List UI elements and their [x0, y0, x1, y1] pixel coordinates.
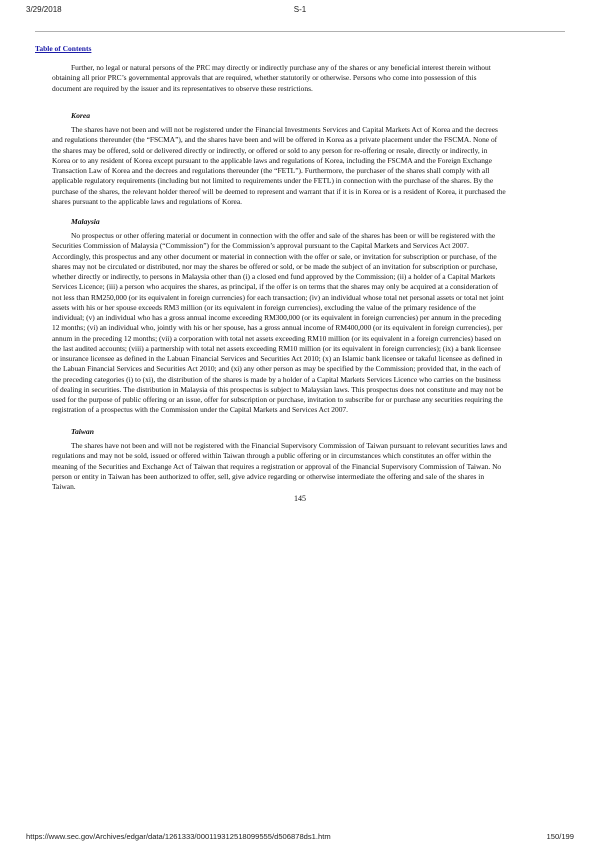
paragraph-line: registration of a prospectus with the Commission under the Capital Markets and Services Act 2007. — [52, 405, 348, 415]
footer-url: https://www.sec.gov/Archives/edgar/data/1261333/000119312518099555/d506878ds1.htm — [26, 832, 331, 841]
paragraph-line: 12 months; (vi) an individual who, jointly with his or her spouse, has a gross annual income of RM400,000 (or its equivalent in foreign currencies), per — [52, 323, 503, 333]
paragraph-line: purchase of the shares, the relevant holder thereof will be deemed to represent and warrant that if it is in Korea or is a resident of Korea, it purchased the — [52, 186, 506, 196]
paragraph-line: the shares may be offered, sold or delivered directly or indirectly, or offered or sold to any person for re-offering or resale, directly or indirectly, in — [52, 145, 488, 155]
paragraph-line: Taiwan. — [52, 482, 76, 491]
paragraph-line: assets with his or her spouse exceeds RM3 million (or its equivalent in foreign currencies), excluding the value of the primary residence of the — [52, 302, 476, 312]
paragraph-line: applicable regulatory requirements (including but not limited to requirements under the FETL) in connection with the purchase of the shares. By the — [52, 176, 494, 186]
paragraph-line: document are required by the issuer and its representatives to observe these restrictions. — [52, 83, 313, 93]
table-of-contents-link[interactable]: Table of Contents — [35, 44, 92, 53]
paragraph-line: used for the purpose of public offering or an issue, offer for subscription or purchase, invitation to subscribe for or purchase any securities requiring the — [52, 395, 503, 404]
paragraph-line: Korea or to any resident of Korea except pursuant to the applicable laws and regulations of Korea, including the FSCMA and the Foreign Exchange — [52, 155, 492, 165]
paragraph-line: Transaction Law of Korea and the decrees and regulations thereunder (the “FETL”). Furthermore, the purchaser of the shares shall comply with all — [52, 166, 490, 175]
section-taiwan — [52, 427, 562, 492]
footer-page-count: 150/199 — [546, 832, 574, 841]
paragraph-line: No prospectus or other offering material or document in connection with the offer and sale of the shares has been or will be registered with the — [71, 231, 496, 240]
header-title: S-1 — [293, 5, 307, 14]
paragraph-line: meaning of the Securities and Exchange Act of Taiwan that requires a registration or approval of the Financial Supervisory Commission of Taiwan. No — [52, 461, 502, 471]
section-heading: Malaysia — [71, 217, 100, 226]
paragraph-line: The shares have not been and will not be registered under the Financial Investments Services and Capital Markets Act of Korea and the decrees — [71, 125, 498, 134]
paragraph-line: person or entity in Taiwan has been authorized to offer, sell, give advice regarding or otherwise intermediate the offering and sale of the shares in — [52, 471, 485, 481]
paragraph-line: The shares have not been and will not be registered with the Financial Supervisory Commission of Taiwan pursuant to relevant securities laws and — [71, 441, 507, 450]
section-malaysia — [52, 217, 562, 416]
paragraph-line: whether directly or indirectly, to persons in Malaysia other than (i) a closed end fund approved by the Commission; (ii) a holder of a Capital Markets — [52, 272, 496, 281]
paragraph-line: Further, no legal or natural persons of the PRC may directly or indirectly purchase any of the shares or any beneficial interest therein without — [71, 63, 491, 72]
paragraph-line: not less than RM250,000 (or its equivalent in foreign currencies) for each transaction; (iv) an individual whose total net personal assets or total net joint — [52, 292, 504, 302]
intro-paragraph — [52, 63, 562, 94]
paragraph-line: Services Licence; (iii) a person who acquires the shares, as principal, if the offer is on terms that the shares may only be acquired at a consideration of — [52, 282, 499, 292]
paragraph-line: obtaining all prior PRC’s governmental approvals that are required, whether statutorily or otherwise. Persons who come into possession of this — [52, 73, 477, 83]
paragraph-line: and regulations thereunder (the “FSCMA”), and the shares have been and will be offered in Korea as a private placement under the FSCMA. None of — [52, 135, 498, 145]
section-heading: Korea — [71, 111, 90, 120]
paragraph-line: of dealing in securities. The distribution in Malaysia of this prospectus is subject to Malaysian laws. This prospectus does not constitute and may not be — [52, 384, 504, 394]
paragraph-line: annum in the preceding 12 months; (vii) a corporation with total net assets exceeding RM10 million (or its equivalent in a foreign currencies) based on — [52, 333, 502, 343]
page-number: 145 — [294, 494, 306, 503]
paragraph-line: shares pursuant to the applicable laws and regulations of Korea. — [52, 196, 243, 206]
paragraph-line: the preceding categories (i) to (xi), the distribution of the shares is made by a holder of a Capital Markets Services Licence who carries on the business — [52, 374, 501, 384]
paragraph-line: the Labuan Financial Services and Securities Act 2010; and (xi) any other person as may be specified by the Commission; provided that, in the each of — [52, 364, 501, 374]
paragraph-line: or insurance licensee as defined in the Labuan Financial Services and Securities Act 2010; (x) an Islamic bank licensee or takaful licensee as defined in — [52, 354, 503, 363]
section-heading: Taiwan — [71, 427, 94, 436]
header-date: 3/29/2018 — [26, 5, 62, 14]
paragraph-line: shares may not be circulated or distributed, nor may the shares be offered or sold, or be made the subject of an invitation for subscription or purchase, — [52, 261, 498, 271]
header-divider — [35, 31, 565, 32]
paragraph-line: Securities Commission of Malaysia (“Commission”) for the Commission’s approval pursuant to the Capital Markets and Services Act 2007. — [52, 241, 469, 251]
paragraph-line: the last audited accounts; (viii) a partnership with total net assets exceeding RM10 million (or its equivalent in foreign currencies); (ix) a bank licensee — [52, 343, 501, 353]
paragraph-line: regulations and may not be sold, issued or offered within Taiwan through a public offering or in circumstances which constitutes an offer within the — [52, 451, 492, 461]
paragraph-line: individual; (v) an individual who has a gross annual income exceeding RM300,000 (or its equivalent in foreign currencies) per annum in the preceding — [52, 313, 502, 322]
paragraph-line: Accordingly, this prospectus and any other document or material in connection with the offer or sale, or invitation for subscription or purchase, of the — [52, 251, 497, 261]
section-korea — [52, 111, 562, 207]
